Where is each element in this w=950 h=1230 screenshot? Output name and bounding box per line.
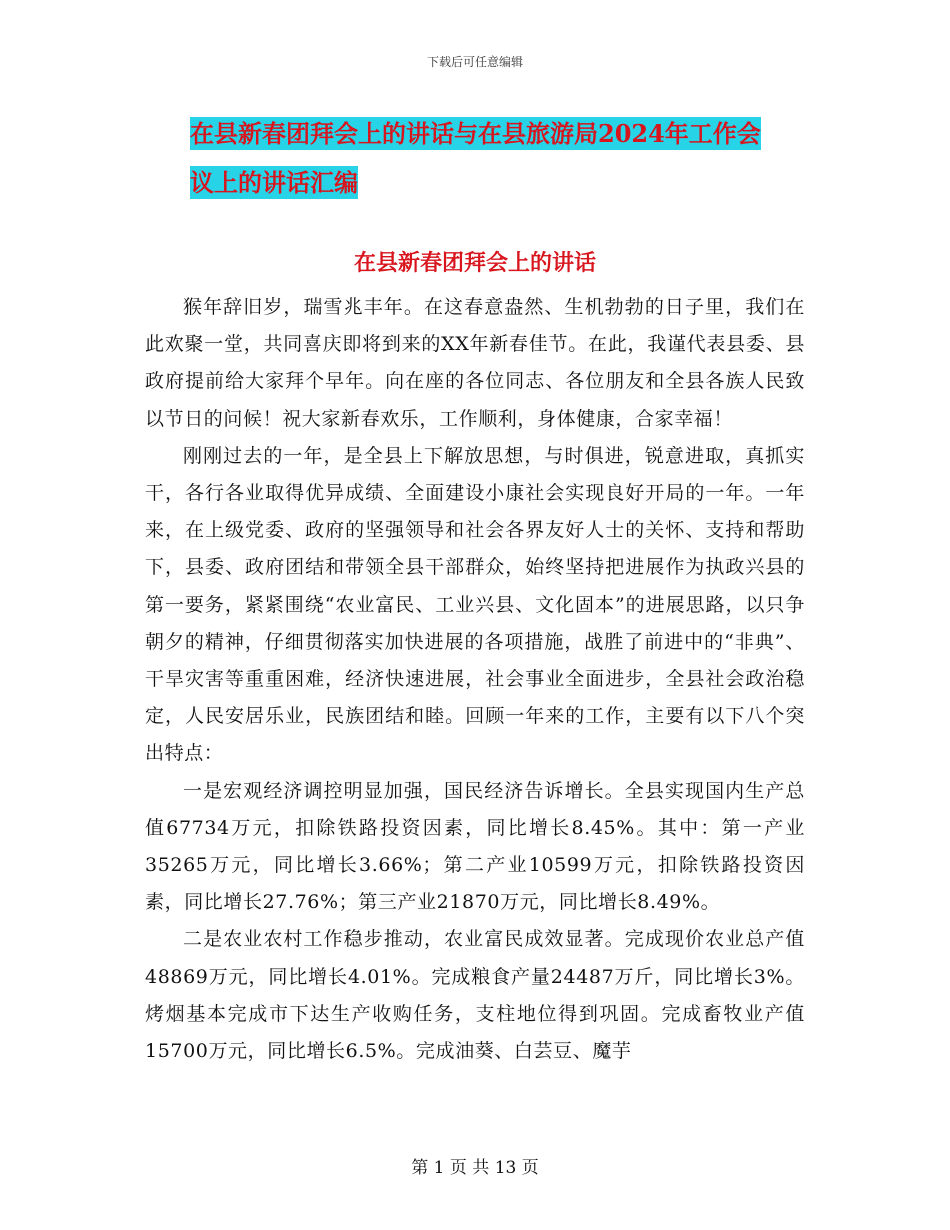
body-text (145, 289, 805, 1070)
paragraph-3: 一是宏观经济调控明显加强，国民经济告诉增长。全县实现国内生产总值67734万元，扣除铁路投资因素，同比增长8.45%。其中：第一产业35265万元，同比增长3.66%；第二产业10599万元，扣除铁路投资因素，同比增长27.76%；第三产业21870万元，同比增长8.49%。 (145, 779, 805, 914)
document-title-line-1: 在县新春团拜会上的讲话与在县旅游局2024年工作会 (190, 119, 761, 148)
paragraph-2: 刚刚过去的一年，是全县上下解放思想，与时俱进，锐意进取，真抓实干，各行各业取得优异成绩、全面建设小康社会实现良好开局的一年。一年来，在上级党委、政府的坚强领导和社会各界友好人士的关怀、支持和帮助下，县委、政府团结和带领全县干部群众，始终坚持把进展作为执政兴县的第一要务，紧紧围绕“农业富民、工业兴县、文化固本”的进展思路，以只争朝夕的精神，仔细贯彻落实加快进展的各项措施，战胜了前进中的“非典”、干旱灾害等重重困难，经济快速进展，社会事业全面进步，全县社会政治稳定，人民安居乐业，民族团结和睦。回顾一年来的工作，主要有以下八个突出特点： (145, 444, 805, 765)
paragraph-4: 二是农业农村工作稳步推动，农业富民成效显著。完成现价农业总产值48869万元，同比增长4.01%。完成粮食产量24487万斤，同比增长3%。烤烟基本完成市下达生产收购任务，支柱地位得到巩固。完成畜牧业产值15700万元，同比增长6.5%。完成油葵、白芸豆、魔芋 (145, 928, 805, 1063)
document-title (190, 112, 830, 204)
page-footer: 第 1 页 共 13 页 (411, 1158, 539, 1178)
section-title: 在县新春团拜会上的讲话 (353, 250, 596, 276)
header-note: 下载后可任意编辑 (426, 55, 523, 69)
document-title-line-2: 议上的讲话汇编 (190, 168, 358, 198)
paragraph-1: 猴年辞旧岁，瑞雪兆丰年。在这春意盎然、生机勃勃的日子里，我们在此欢聚一堂，共同喜庆即将到来的XX年新春佳节。在此，我谨代表县委、县政府提前给大家拜个早年。向在座的各位同志、各位朋友和全县各族人民致以节日的问候！祝大家新春欢乐，工作顺利，身体健康，合家幸福！ (145, 296, 805, 430)
